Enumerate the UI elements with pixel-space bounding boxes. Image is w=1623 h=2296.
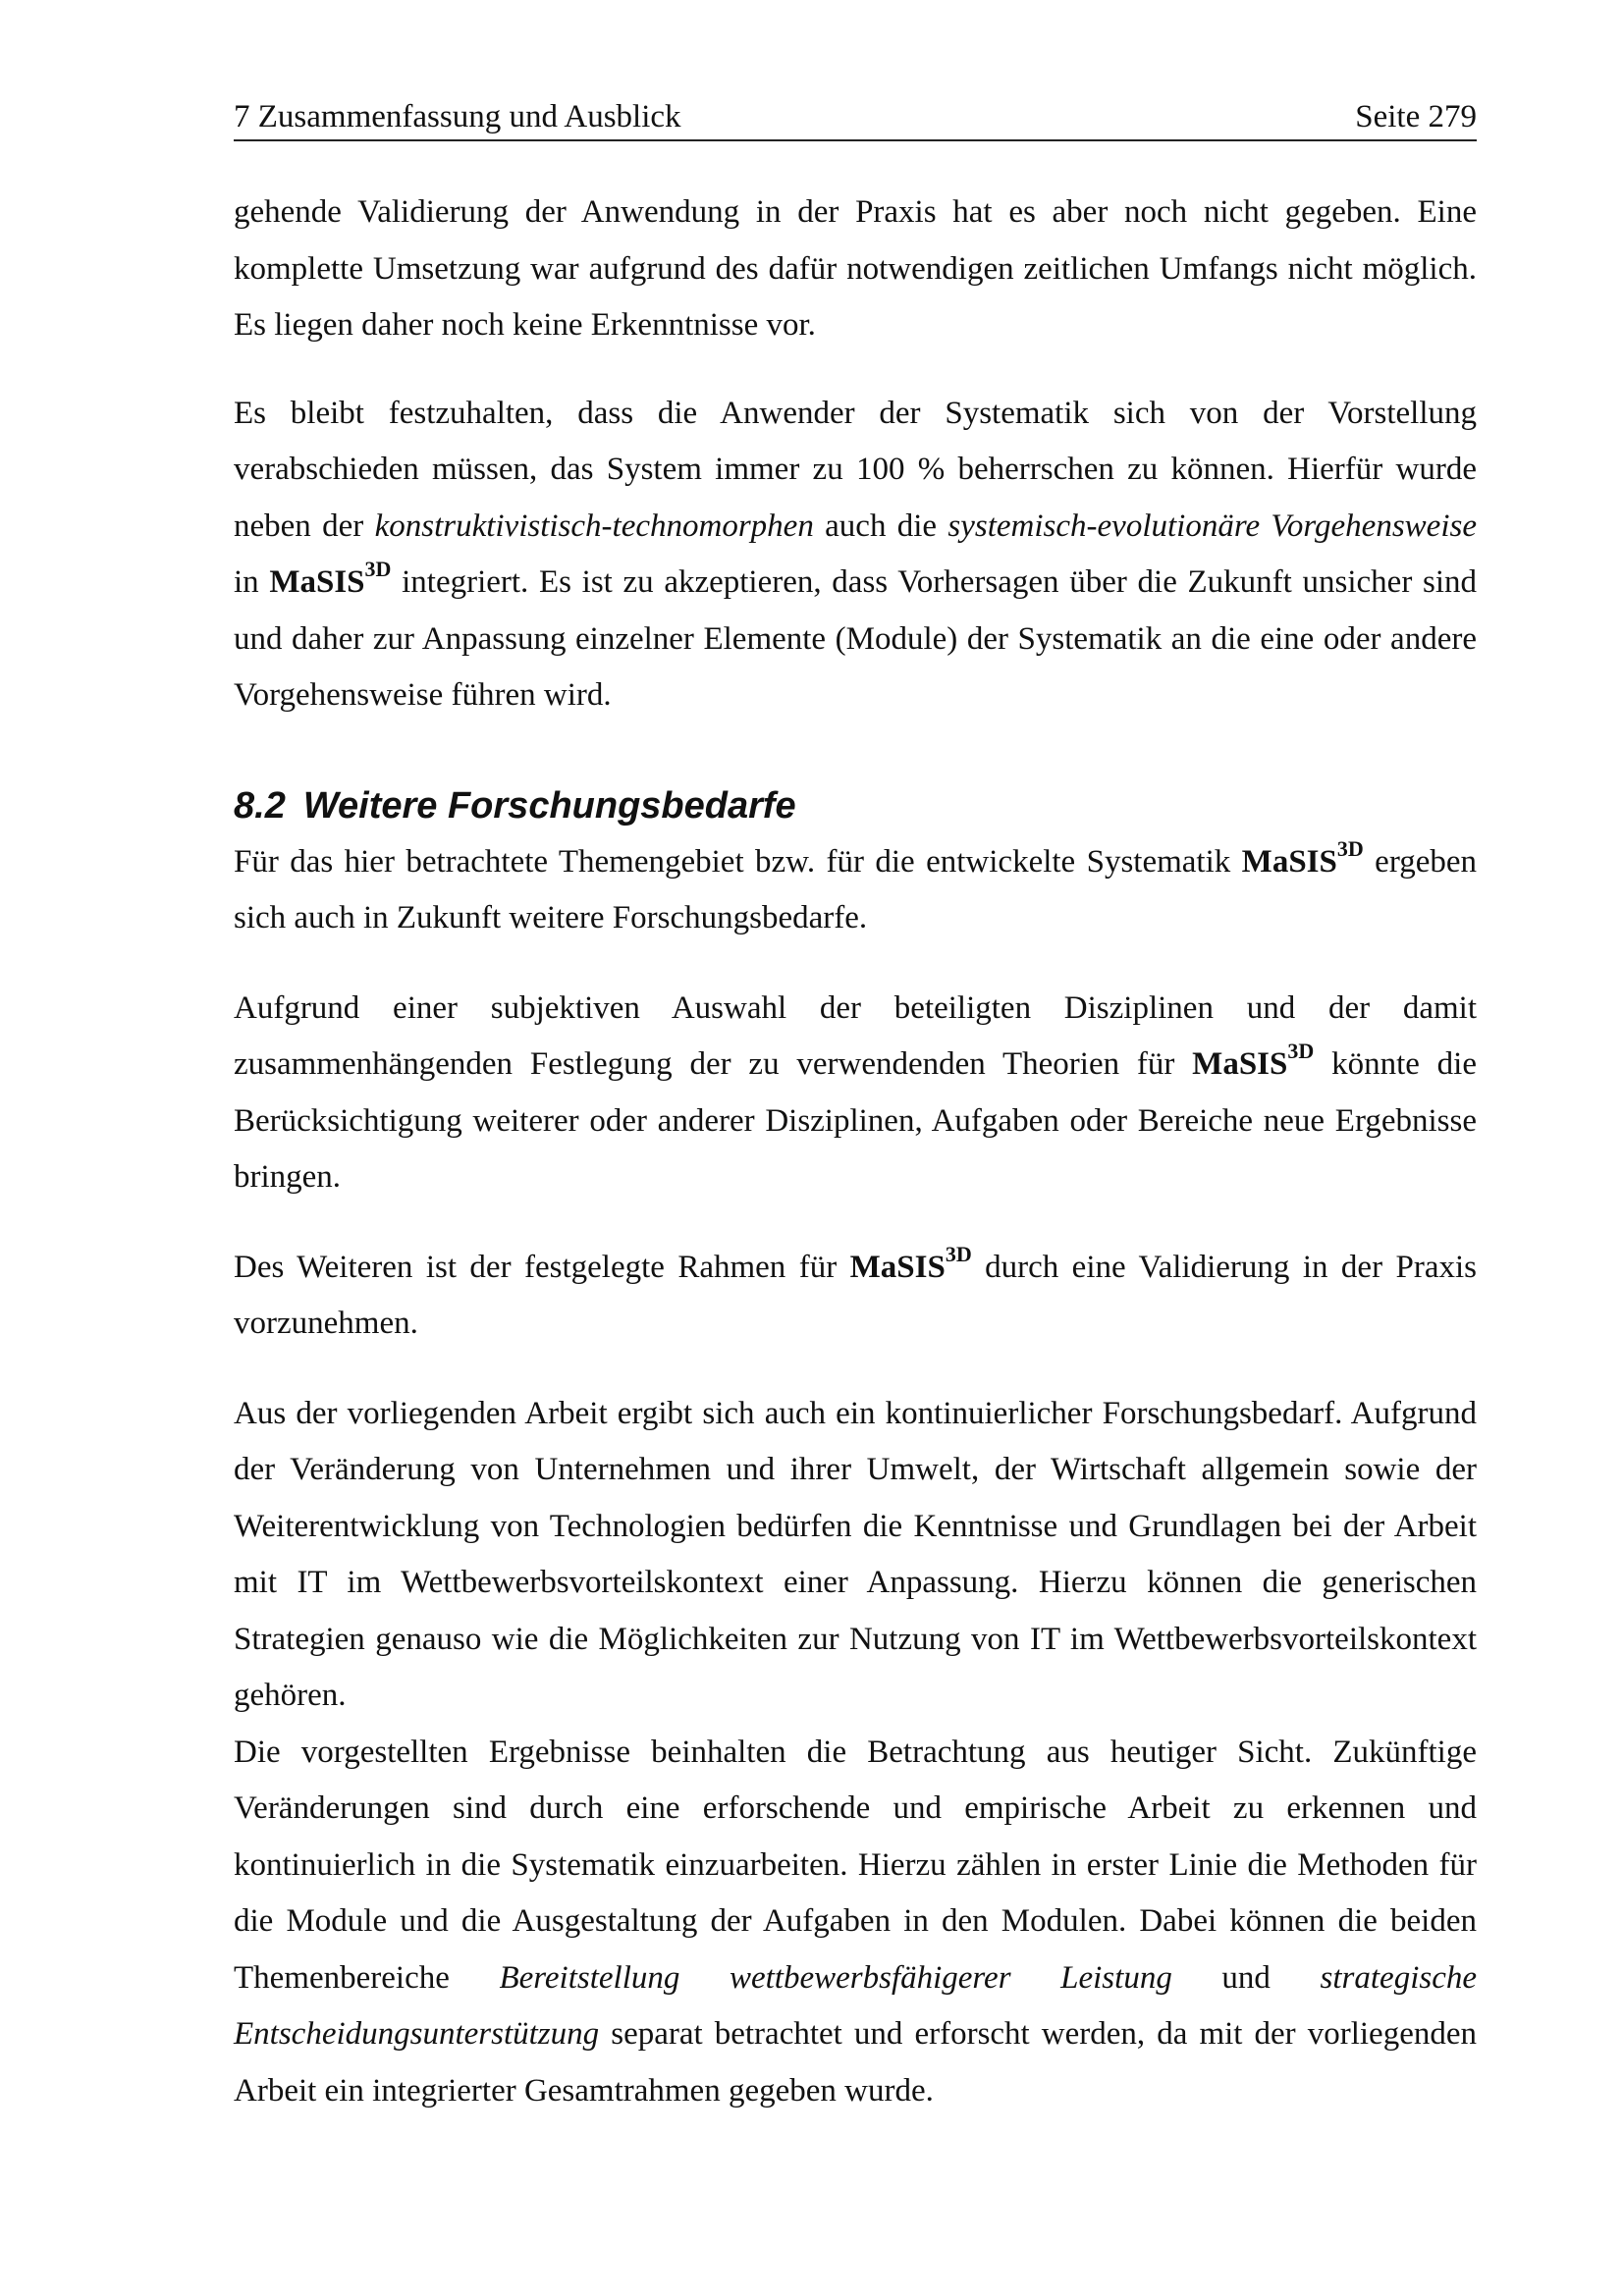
paragraph-2: Es bleibt festzuhalten, dass die Anwender der Systematik sich von der Vorstellung verabschieden müssen, das System immer zu 100 % beherrschen zu können. Hierfür wurde neben der konstruktivistisch-technomorphen auch die systemisch-evolutionäre Vorgehensweise in MaSIS$^{3D}$ integriert. Es ist zu akzeptieren, dass Vorhersagen über die Zukunft unsicher sind und daher zur Anpassung einzelner Elemente (Module) der Systematik an die eine oder andere Vorgehensweise führen wird. [234, 395, 1477, 713]
emphasis-bereitstellung: Bereitstellung wettbewerbsfähigerer Leistung [499, 1959, 1172, 1996]
masis-term: MaSIS$^{3D}$ [269, 557, 392, 600]
body-text [234, 185, 1477, 2119]
paragraph-5: Des Weiteren ist der festgelegte Rahmen für MaSIS$^{3D}$ durch eine Validierung in der Praxis vorzunehmen. [234, 1241, 1477, 1341]
section-heading [234, 783, 1477, 828]
paragraph-4: Aufgrund einer subjektiven Auswahl der beteiligten Disziplinen und der damit zusammenhängenden Festlegung der zu verwendenden Theorien für MaSIS$^{3D}$ könnte die Berücksichtigung weiterer oder anderer Disziplinen, Aufgaben oder Bereiche neue Ergebnisse bringen. [234, 989, 1477, 1195]
paragraph-7: Die vorgestellten Ergebnisse beinhalten die Betrachtung aus heutiger Sicht. Zukünftige Veränderungen sind durch eine erforschende und empirische Arbeit zu erkennen und kontinuierlich in die Systematik einzuarbeiten. Hierzu zählen in erster Linie die Methoden für die Module und die Ausgestaltung der Aufgaben in den Modulen. Dabei können die beiden Themenbereiche Bereitstellung wettbewerbsfähigerer Leistung und strategische Entscheidungsunterstützung separat betrachtet und erforscht werden, da mit der vorliegenden Arbeit ein integrierter Gesamtrahmen gegeben wurde. [234, 1734, 1478, 2109]
section-number: 8.2 [234, 784, 286, 827]
emphasis-systemisch: systemisch-evolutionäre Vorgehensweise [947, 507, 1477, 544]
paragraph-1: gehende Validierung der Anwendung in der Praxis hat es aber noch nicht gegeben. Eine komplette Umsetzung war aufgrund des dafür notwendigen zeitlichen Umfangs nicht möglich. Es liegen daher noch keine Erkenntnisse vor. [234, 194, 1477, 343]
paragraph-6: Aus der vorliegenden Arbeit ergibt sich auch ein kontinuierlicher Forschungsbedarf. Aufgrund der Veränderung von Unternehmen und ihrer Umwelt, der Wirtschaft allgemein sowie der Weiterentwicklung von Technologien bedürfen die Kenntnisse und Grundlagen bei der Arbeit mit IT im Wettbewerbsvorteilskontext einer Anpassung. Hierzu können die generischen Strategien genauso wie die Möglichkeiten zur Nutzung von IT im Wettbewerbsvorteilskontext gehören. [234, 1395, 1477, 1713]
section-title: Weitere Forschungsbedarfe [302, 784, 796, 827]
masis-term: MaSIS$^{3D}$ [1241, 835, 1364, 880]
masis-term: MaSIS$^{3D}$ [849, 1241, 972, 1285]
page-number: Seite 279 [1355, 99, 1477, 134]
paragraph-3: Für das hier betrachtete Themengebiet bzw. für die entwickelte Systematik MaSIS$^{3D}$ ergeben sich auch in Zukunft weitere Forschungsbedarfe. [234, 835, 1478, 935]
chapter-title: 7 Zusammenfassung und Ausblick [234, 99, 681, 134]
emphasis-strategische: strategische Entscheidungsunterstützung [234, 1959, 1478, 2052]
emphasis-konstruktivistisch: konstruktivistisch-technomorphen [374, 507, 814, 544]
running-header [234, 94, 1477, 141]
masis-term: MaSIS$^{3D}$ [1192, 1039, 1315, 1082]
